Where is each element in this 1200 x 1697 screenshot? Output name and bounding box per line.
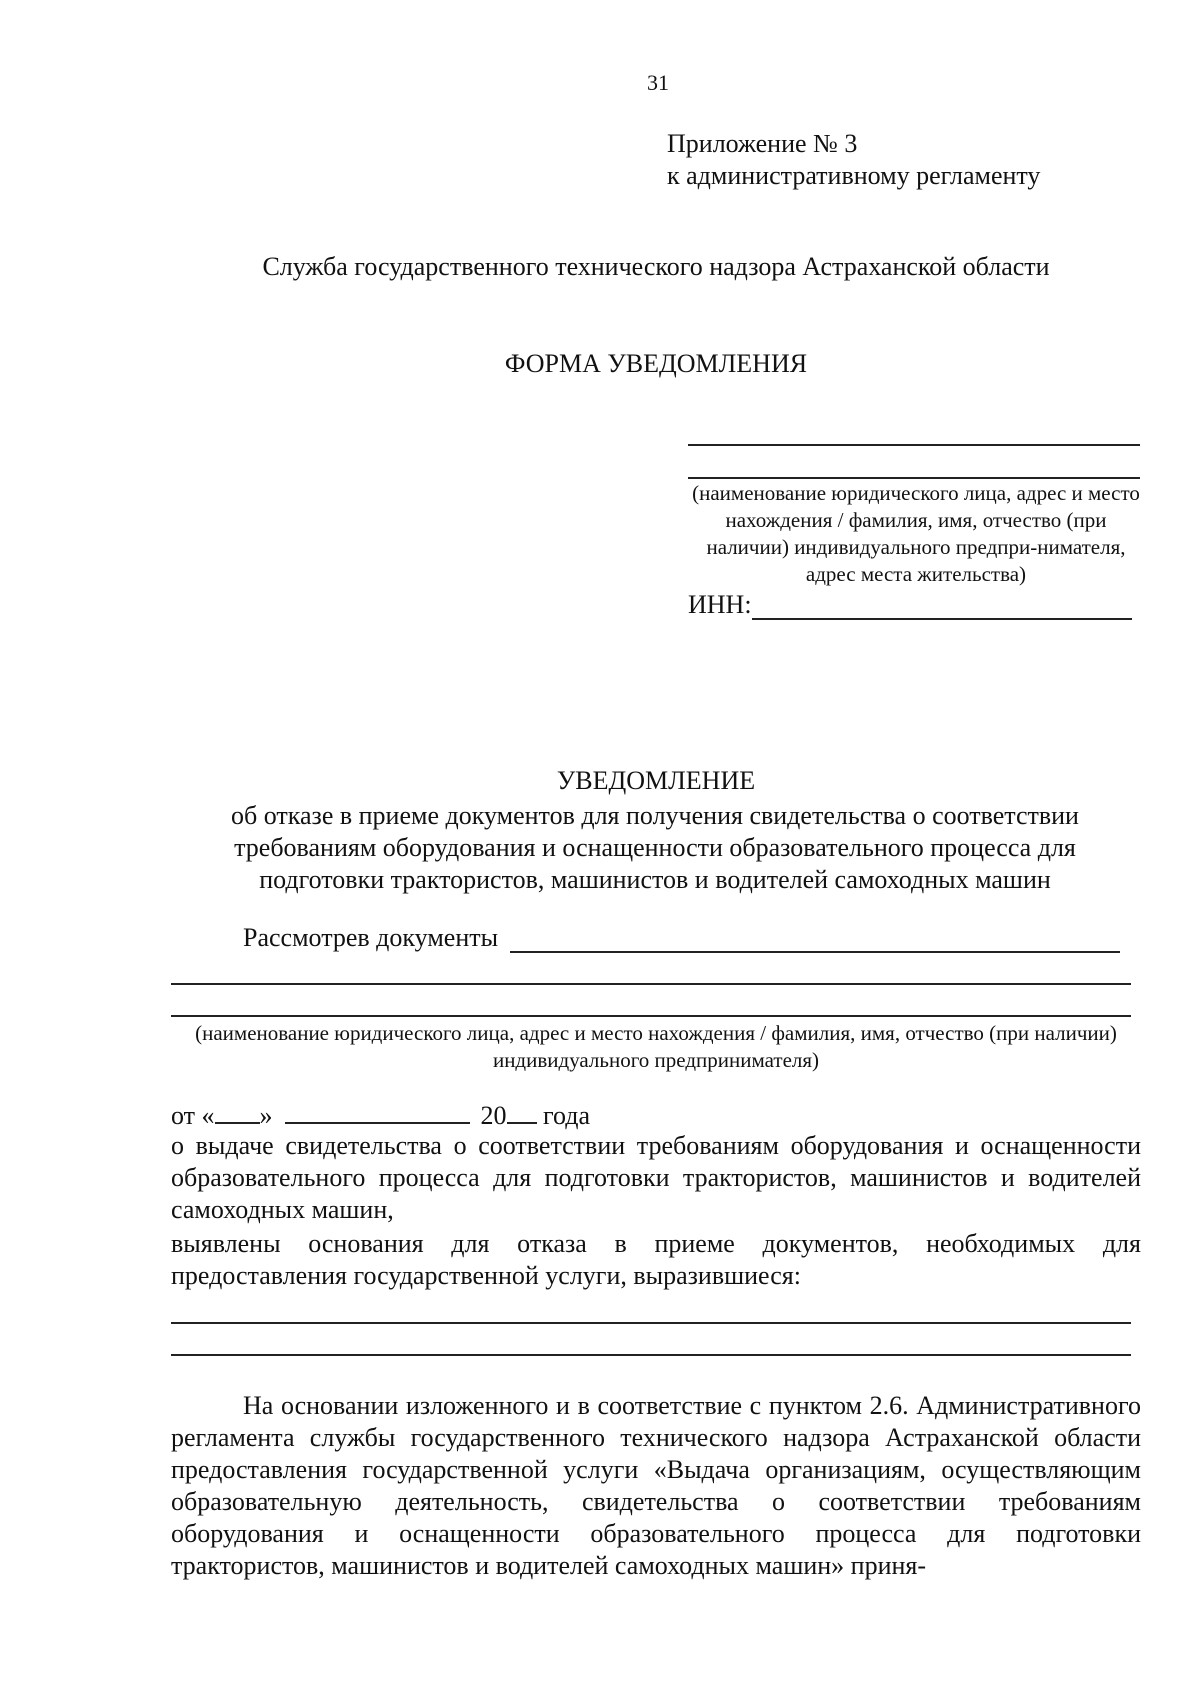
year-blank [507, 1100, 537, 1124]
appendix-header [667, 128, 1040, 192]
month-blank [285, 1100, 470, 1124]
paragraph-basis: На основании изложенного и в соответствие с пунктом 2.6. Административного регламента службы государственного технического надзора Астраханской области предоставления государственной услуги «Выдача организациям, осуществляющим образовательную деятельность, свидетельства о соответствии требованиям оборудования и оснащенности образовательного процесса для подготовки трактористов, машинистов и водителей самоходных машин» приня- [171, 1391, 1141, 1580]
appendix-line-2: к административному регламенту [667, 161, 1041, 190]
paragraph-grounds: выявлены основания для отказа в приеме документов, необходимых для предоставления государственной услуги, выразившиеся: [171, 1229, 1141, 1290]
year-suffix: года [543, 1101, 591, 1130]
notice-subtitle: об отказе в приеме документов для получения свидетельства о соответствии требованиям оборудования и оснащенности образовательного процесса для подготовки трактористов, машинистов и водителей самоходных машин [231, 801, 1079, 894]
page-number: 31 [647, 70, 669, 95]
form-title: ФОРМА УВЕДОМЛЕНИЯ [504, 349, 808, 378]
inn-label: ИНН: [688, 590, 752, 619]
date-row [171, 1100, 590, 1131]
grounds-blank-line-1 [171, 1322, 1131, 1324]
addressee-blank-line-2 [688, 477, 1140, 479]
inn-blank-line [752, 592, 1132, 620]
date-close-quote: » [259, 1101, 273, 1130]
appendix-line-1: Приложение № 3 [667, 129, 858, 158]
notice-title: УВЕДОМЛЕНИЕ [556, 766, 756, 795]
reviewed-label: Рассмотрев документы [243, 923, 499, 952]
applicant-blank-line-1 [171, 983, 1131, 985]
addressee-caption: (наименование юридического лица, адрес и место нахождения / фамилия, имя, отчество (при наличии) индивидуального предпри-нимателя, адрес места жительства) [692, 481, 1140, 586]
organization-name: Служба государственного технического надзора Астраханской области [262, 252, 1050, 281]
grounds-blank-line-2 [171, 1354, 1131, 1356]
reviewed-documents-row [243, 923, 1120, 953]
reviewed-blank-line [510, 925, 1120, 953]
year-prefix: 20 [480, 1101, 507, 1130]
date-prefix: от « [171, 1101, 215, 1130]
paragraph-issue: о выдаче свидетельства о соответствии требованиям оборудования и оснащенности образовательного процесса для подготовки трактористов, машинистов и водителей самоходных машин, [171, 1131, 1141, 1224]
applicant-blank-line-2 [171, 1015, 1131, 1017]
applicant-caption: (наименование юридического лица, адрес и место нахождения / фамилия, имя, отчество (при наличии) индивидуального предпринимателя) [195, 1021, 1117, 1072]
inn-field [688, 590, 1132, 620]
addressee-blank-line-1 [688, 444, 1140, 446]
day-blank [215, 1100, 260, 1124]
